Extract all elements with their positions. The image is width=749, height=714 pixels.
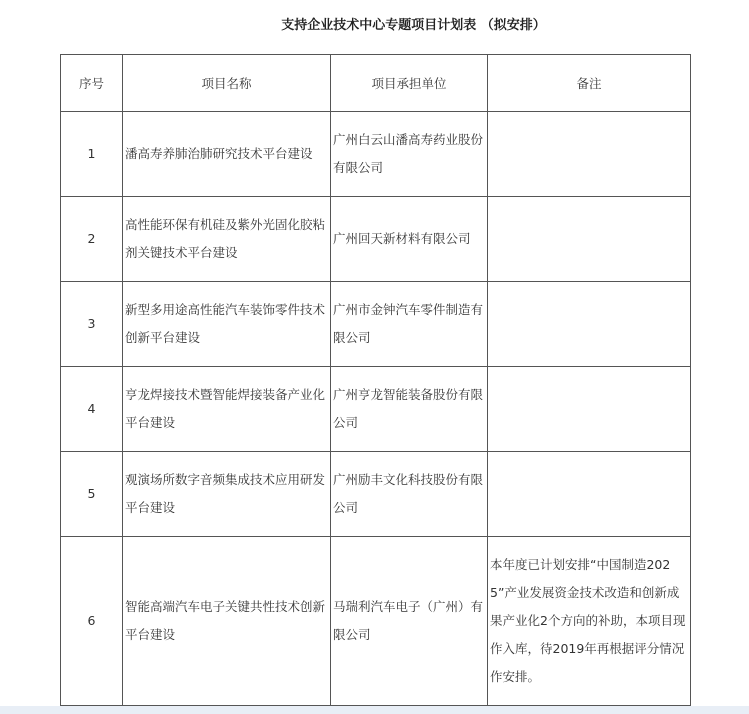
row-serial: 5 [61,452,123,537]
row-serial: 1 [61,112,123,197]
row-serial: 6 [61,537,123,706]
row-remarks: 本年度已计划安排“中国制造2025”产业发展资金技术改造和创新成果产业化2个方向的补助，本项目现作入库，待2019年再根据评分情况作安排。 [488,537,691,706]
page-bottom-strip [0,706,749,714]
row-serial: 2 [61,197,123,282]
row-remarks [488,367,691,452]
row-project-name: 高性能环保有机硅及紫外光固化胶粘剂关键技术平台建设 [123,197,331,282]
row-remarks [488,197,691,282]
row-undertaking-unit: 马瑞利汽车电子（广州）有限公司 [331,537,488,706]
row-project-name: 新型多用途高性能汽车装饰零件技术创新平台建设 [123,282,331,367]
table-row [61,282,691,367]
row-undertaking-unit: 广州亨龙智能装备股份有限公司 [331,367,488,452]
row-project-name: 潘高寿养肺治肺研究技术平台建设 [123,112,331,197]
header-project-name: 项目名称 [123,55,331,112]
row-undertaking-unit: 广州回天新材料有限公司 [331,197,488,282]
page-title: 支持企业技术中心专题项目计划表 （拟安排） [281,18,546,33]
row-remarks [488,282,691,367]
table-header-row [61,55,691,112]
row-project-name: 观演场所数字音频集成技术应用研发平台建设 [123,452,331,537]
row-undertaking-unit: 广州白云山潘高寿药业股份有限公司 [331,112,488,197]
row-serial: 4 [61,367,123,452]
header-undertaking-unit: 项目承担单位 [331,55,488,112]
row-serial: 3 [61,282,123,367]
header-serial: 序号 [61,55,123,112]
row-undertaking-unit: 广州市金钟汽车零件制造有限公司 [331,282,488,367]
row-undertaking-unit: 广州励丰文化科技股份有限公司 [331,452,488,537]
table-row [61,112,691,197]
row-project-name: 智能高端汽车电子关键共性技术创新平台建设 [123,537,331,706]
project-plan-table [60,54,691,706]
row-remarks [488,452,691,537]
table-row [61,452,691,537]
table-row [61,197,691,282]
header-remarks: 备注 [488,55,691,112]
row-project-name: 亨龙焊接技术暨智能焊接装备产业化平台建设 [123,367,331,452]
table-row [61,537,691,706]
table-row [61,367,691,452]
row-remarks [488,112,691,197]
